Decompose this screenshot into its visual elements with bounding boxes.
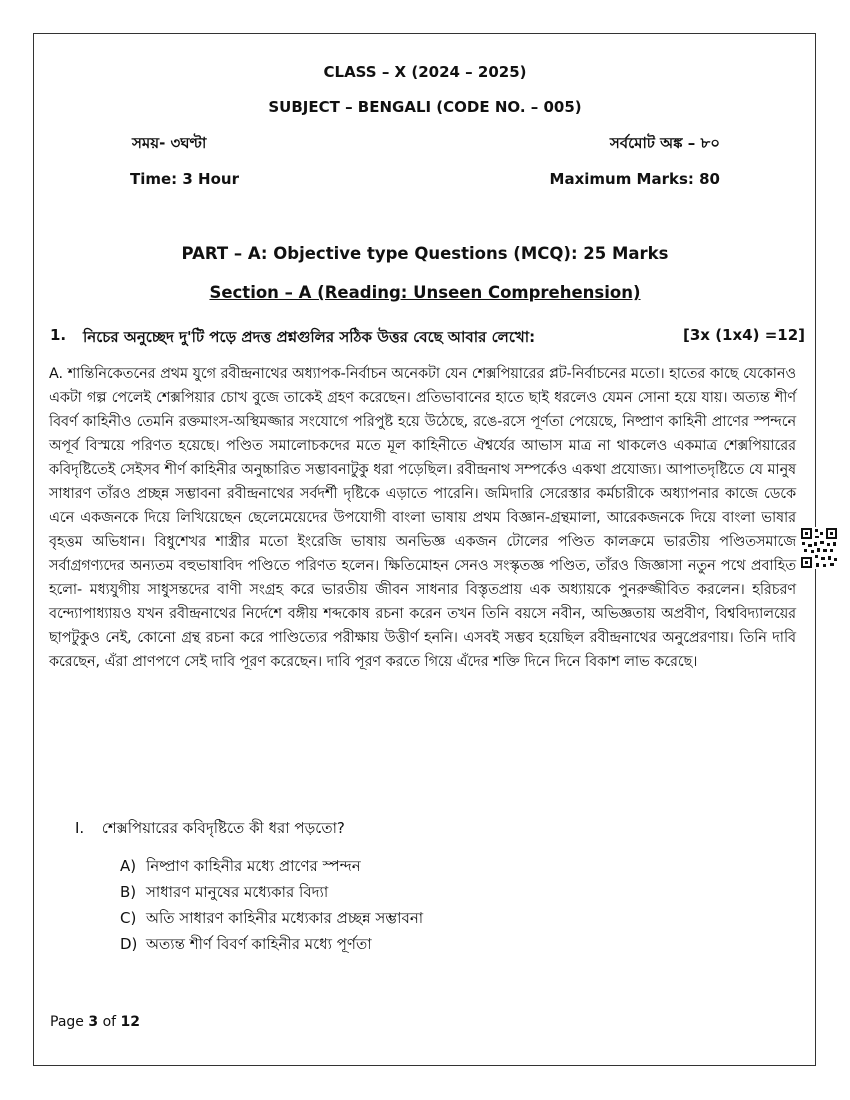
subquestion-number: I. [75,819,85,837]
page-total: 12 [120,1014,140,1030]
subquestion [75,817,345,842]
option-text: অত্যন্ত শীর্ণ বিবর্ণ কাহিনীর মধ্যে পূর্ণতা [146,935,372,953]
option-text: নিষ্প্রাণ কাহিনীর মধ্যে প্রাণের স্পন্দন [146,857,361,875]
question-marks: [3x (1x4) =12] [683,326,805,344]
section-a-title [0,283,850,302]
page-word: Page [50,1014,84,1030]
option-label: D) [120,935,138,953]
subject-heading: SUBJECT – BENGALI (CODE NO. – 005) [268,98,582,116]
subquestion-text: শেক্সপিয়ারের কবিদৃষ্টিতে কী ধরা পড়তো? [101,819,345,837]
option-label: A) [120,857,137,875]
option-text: অতি সাধারণ কাহিনীর মধ্যেকার প্রচ্ছন্ন সম্ভাবনা [146,909,424,927]
of-word: of [102,1014,117,1030]
option-c [120,905,423,931]
section-a-label: Section – A (Reading: Unseen Comprehension) [209,283,641,302]
class-heading: CLASS – X (2024 – 2025) [323,63,527,81]
option-d [120,931,423,957]
time-english: Time: 3 Hour [130,170,239,188]
marks-english: Maximum Marks: 80 [549,170,720,188]
time-bengali: সময়- ৩ঘণ্টা [132,134,207,152]
page-number: 3 [88,1014,99,1030]
part-a-title: PART – A: Objective type Questions (MCQ): 25 Marks [181,244,669,263]
option-text: সাধারণ মানুষের মধ্যেকার বিদ্যা [146,883,329,901]
qr-code-icon [800,527,838,569]
option-label: B) [120,883,137,901]
passage-text: A. শান্তিনিকেতনের প্রথম যুগে রবীন্দ্রনাথের অধ্যাপক-নির্বাচন অনেকটা যেন শেক্সপিয়ারের প্লট-নির্বাচনের মতো। হাতের কাছে যেকোনও একটা গল্প পেলেই শেক্সপিয়ার চোখ বুজে তাকেই গ্রহণ করেছেন। প্রতিভাবানের হাতে ছাই ধরলেও যেমন সোনা হয়ে যায়। অত্যন্ত শীর্ণ বিবর্ণ কাহিনীও তেমনি রক্তমাংস-অস্থিমজ্জার সংযোগে পরিপুষ্ট হয়ে উঠেছে, রঙে-রসে পূর্ণতা পেয়েছে, নিষ্প্রাণ কাহিনী প্রাণের স্পন্দনে অপূর্ব বিস্ময়ে পরিণত হয়েছে। পণ্ডিত সমালোচকদের মতে মূল কাহিনীতে ঐশ্বর্যের আভাস মাত্র না থাকলেও একমাত্র শেক্সপিয়ারের কবিদৃষ্টিতেই সেইসব শীর্ণ কাহিনীর অনুচ্চারিত সম্ভাবনাটুকু ধরা পড়েছিল। রবীন্দ্রনাথ সম্পর্কেও একথা প্রযোজ্য। আপাতদৃষ্টিতে যে মানুষ সাধারণ তাঁরও প্রচ্ছন্ন সম্ভাবনা রবীন্দ্রনাথের সর্বদর্শী দৃষ্টিকে এড়াতে পারেনি। জমিদারি সেরেস্তার কর্মচারীকে অধ্যাপনার কাজে ডেকে এনে একজনকে দিয়ে লিখিয়েছেন ছেলেমেয়েদের উপযোগী বাংলা ভাষায় প্রথম বিজ্ঞান-গ্রন্থমালা, আরেকজনকে দিয়ে বাংলা ভাষার বৃহত্তম অভিধান। বিধুশেখর শাস্ত্রীর মতো ইংরেজি ভাষায় অনভিজ্ঞ একজন টোলের পণ্ডিত কালক্রমে ভারতীয় পণ্ডিতসমাজে সর্বাগ্রগণ্যদের অন্যতম বহুভাষাবিদ পণ্ডিতে পরিণত হলেন। ক্ষিতিমোহন সেনও সংস্কৃতজ্ঞ পণ্ডিত, তাঁরও জিজ্ঞাসা নতুন পথে প্রবাহিত হলো- মধ্যযুগীয় সাধুসন্তদের বাণী সংগ্রহ করে ভারতীয় জীবন সাধনার বিস্তৃতপ্রায় এক অধ্যায়কে পুনরুজ্জীবিত করলেন। হরিচরণ বন্দ্যোপাধ্যায়ও যখন রবীন্দ্রনাথের নির্দেশে বঙ্গীয় শব্দকোষ রচনা করেন তখন তিনি বয়সে নবীন, অভিজ্ঞতায় অপ্রবীণ, বিশ্ববিদ্যালয়ের ছাপটুকুও নেই, কোনো গ্রন্থ রচনা করে পাণ্ডিত্যের পরীক্ষায় উত্তীর্ণ হননি। এসবই সম্ভব হয়েছিল রবীন্দ্রনাথের অনুপ্রেরণায়। তিনি দাবি করেছেন, এঁরা প্রাণপণে সেই দাবি পূরণ করেছেন। দাবি পূরণ করতে গিয়ে এঁদের শক্তি দিনে দিনে বিকাশ লাভ করেছে। [49,366,796,670]
question-instruction: নিচের অনুচ্ছেদ দু'টি পড়ে প্রদত্ত প্রশ্নগুলির সঠিক উত্তর বেছে আবার লেখো: [83,328,536,346]
option-label: C) [120,909,137,927]
option-b [120,879,423,905]
marks-bengali: সর্বমোট অঙ্ক – ৮০ [609,134,720,152]
options-list [120,853,423,957]
question-number: 1. [50,326,67,344]
page-footer [50,1014,140,1030]
option-a [120,853,423,879]
